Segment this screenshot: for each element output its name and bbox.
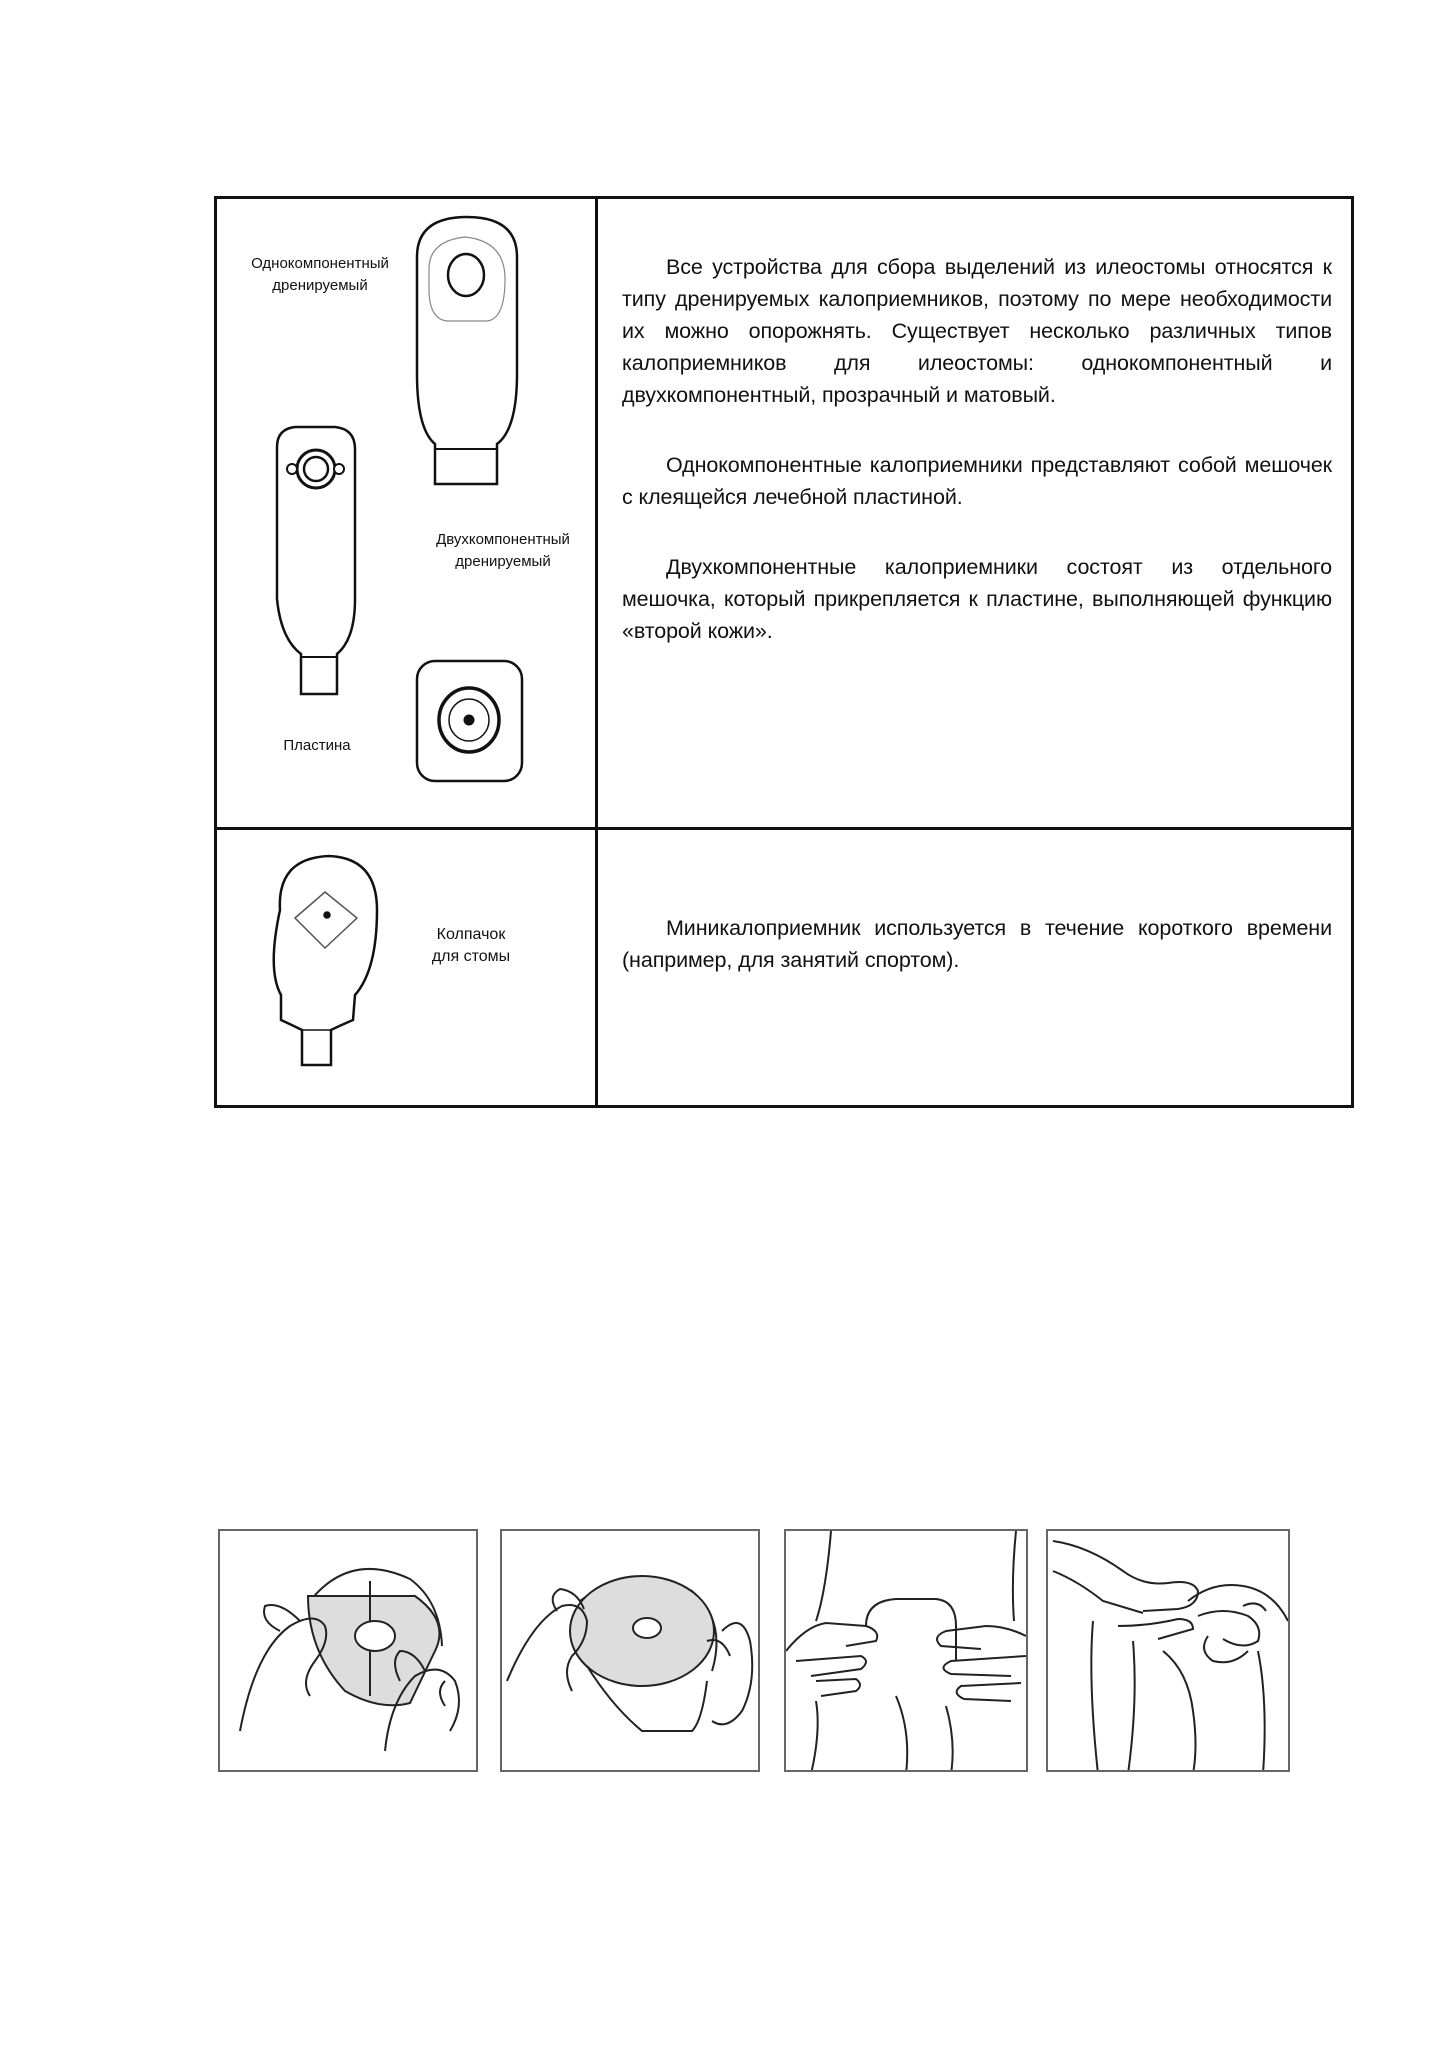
stoma-cap-label-line2: для стомы bbox=[431, 948, 511, 965]
paragraph-appliance-types bbox=[622, 251, 1332, 411]
stoma-cap-cell bbox=[217, 830, 595, 1105]
paragraph-two-piece-text: Двухкомпонентные калоприемники состоят из отдельного мешочка, который прикрепляется к пластине, выполняющей функцию «второй кожи». bbox=[622, 555, 1332, 643]
appliance-table bbox=[214, 196, 1354, 1108]
illustration-step-4 bbox=[1046, 1529, 1290, 1772]
one-piece-label bbox=[225, 253, 415, 297]
illustration-step-2 bbox=[500, 1529, 760, 1772]
two-piece-drainable-bag-drawing bbox=[277, 427, 355, 694]
illustration-step-3 bbox=[784, 1529, 1028, 1772]
stoma-cap-label-line1: Колпачок bbox=[436, 926, 506, 943]
stoma-cap-description-cell bbox=[598, 830, 1351, 1105]
paragraph-two-piece bbox=[622, 551, 1332, 647]
stoma-cap-label bbox=[411, 924, 531, 968]
paragraph-mini-pouch bbox=[622, 912, 1332, 976]
paragraph-mini-pouch-text: Миникалоприемник используется в течение короткого времени (например, для занятий спортом). bbox=[622, 916, 1332, 972]
hands-holding-plate-drawing bbox=[502, 1531, 760, 1772]
two-piece-label-line2: дренируемый bbox=[455, 553, 551, 570]
one-piece-label-line2: дренируемый bbox=[272, 277, 368, 294]
appliance-drawings-cell bbox=[217, 199, 595, 827]
hands-attaching-bag-drawing bbox=[1048, 1531, 1290, 1772]
one-piece-label-line1: Однокомпонентный bbox=[251, 255, 389, 272]
appliance-description-cell bbox=[598, 199, 1351, 827]
one-piece-drainable-bag-drawing bbox=[417, 217, 517, 484]
stoma-cap-drawing bbox=[217, 830, 595, 1105]
hands-removing-backing-drawing bbox=[220, 1531, 478, 1772]
paragraph-appliance-types-text: Все устройства для сбора выделений из илеостомы относятся к типу дренируемых калоприемников, поэтому по мере необходимости их можно опорожнять. Существует несколько различных типов калоприемников для илеостомы: однокомпонентный и двухкомпонентный, прозрачный и матовый. bbox=[622, 255, 1332, 407]
paragraph-one-piece bbox=[622, 449, 1332, 513]
plate-drawing bbox=[417, 661, 522, 781]
hands-smoothing-plate-drawing bbox=[786, 1531, 1028, 1772]
illustration-step-1 bbox=[218, 1529, 478, 1772]
plate-label: Пластина bbox=[283, 737, 351, 754]
two-piece-label bbox=[413, 529, 593, 573]
paragraph-one-piece-text: Однокомпонентные калоприемники представляют собой мешочек с клеящейся лечебной пластиной. bbox=[622, 453, 1332, 509]
two-piece-label-line1: Двухкомпонентный bbox=[436, 531, 570, 548]
